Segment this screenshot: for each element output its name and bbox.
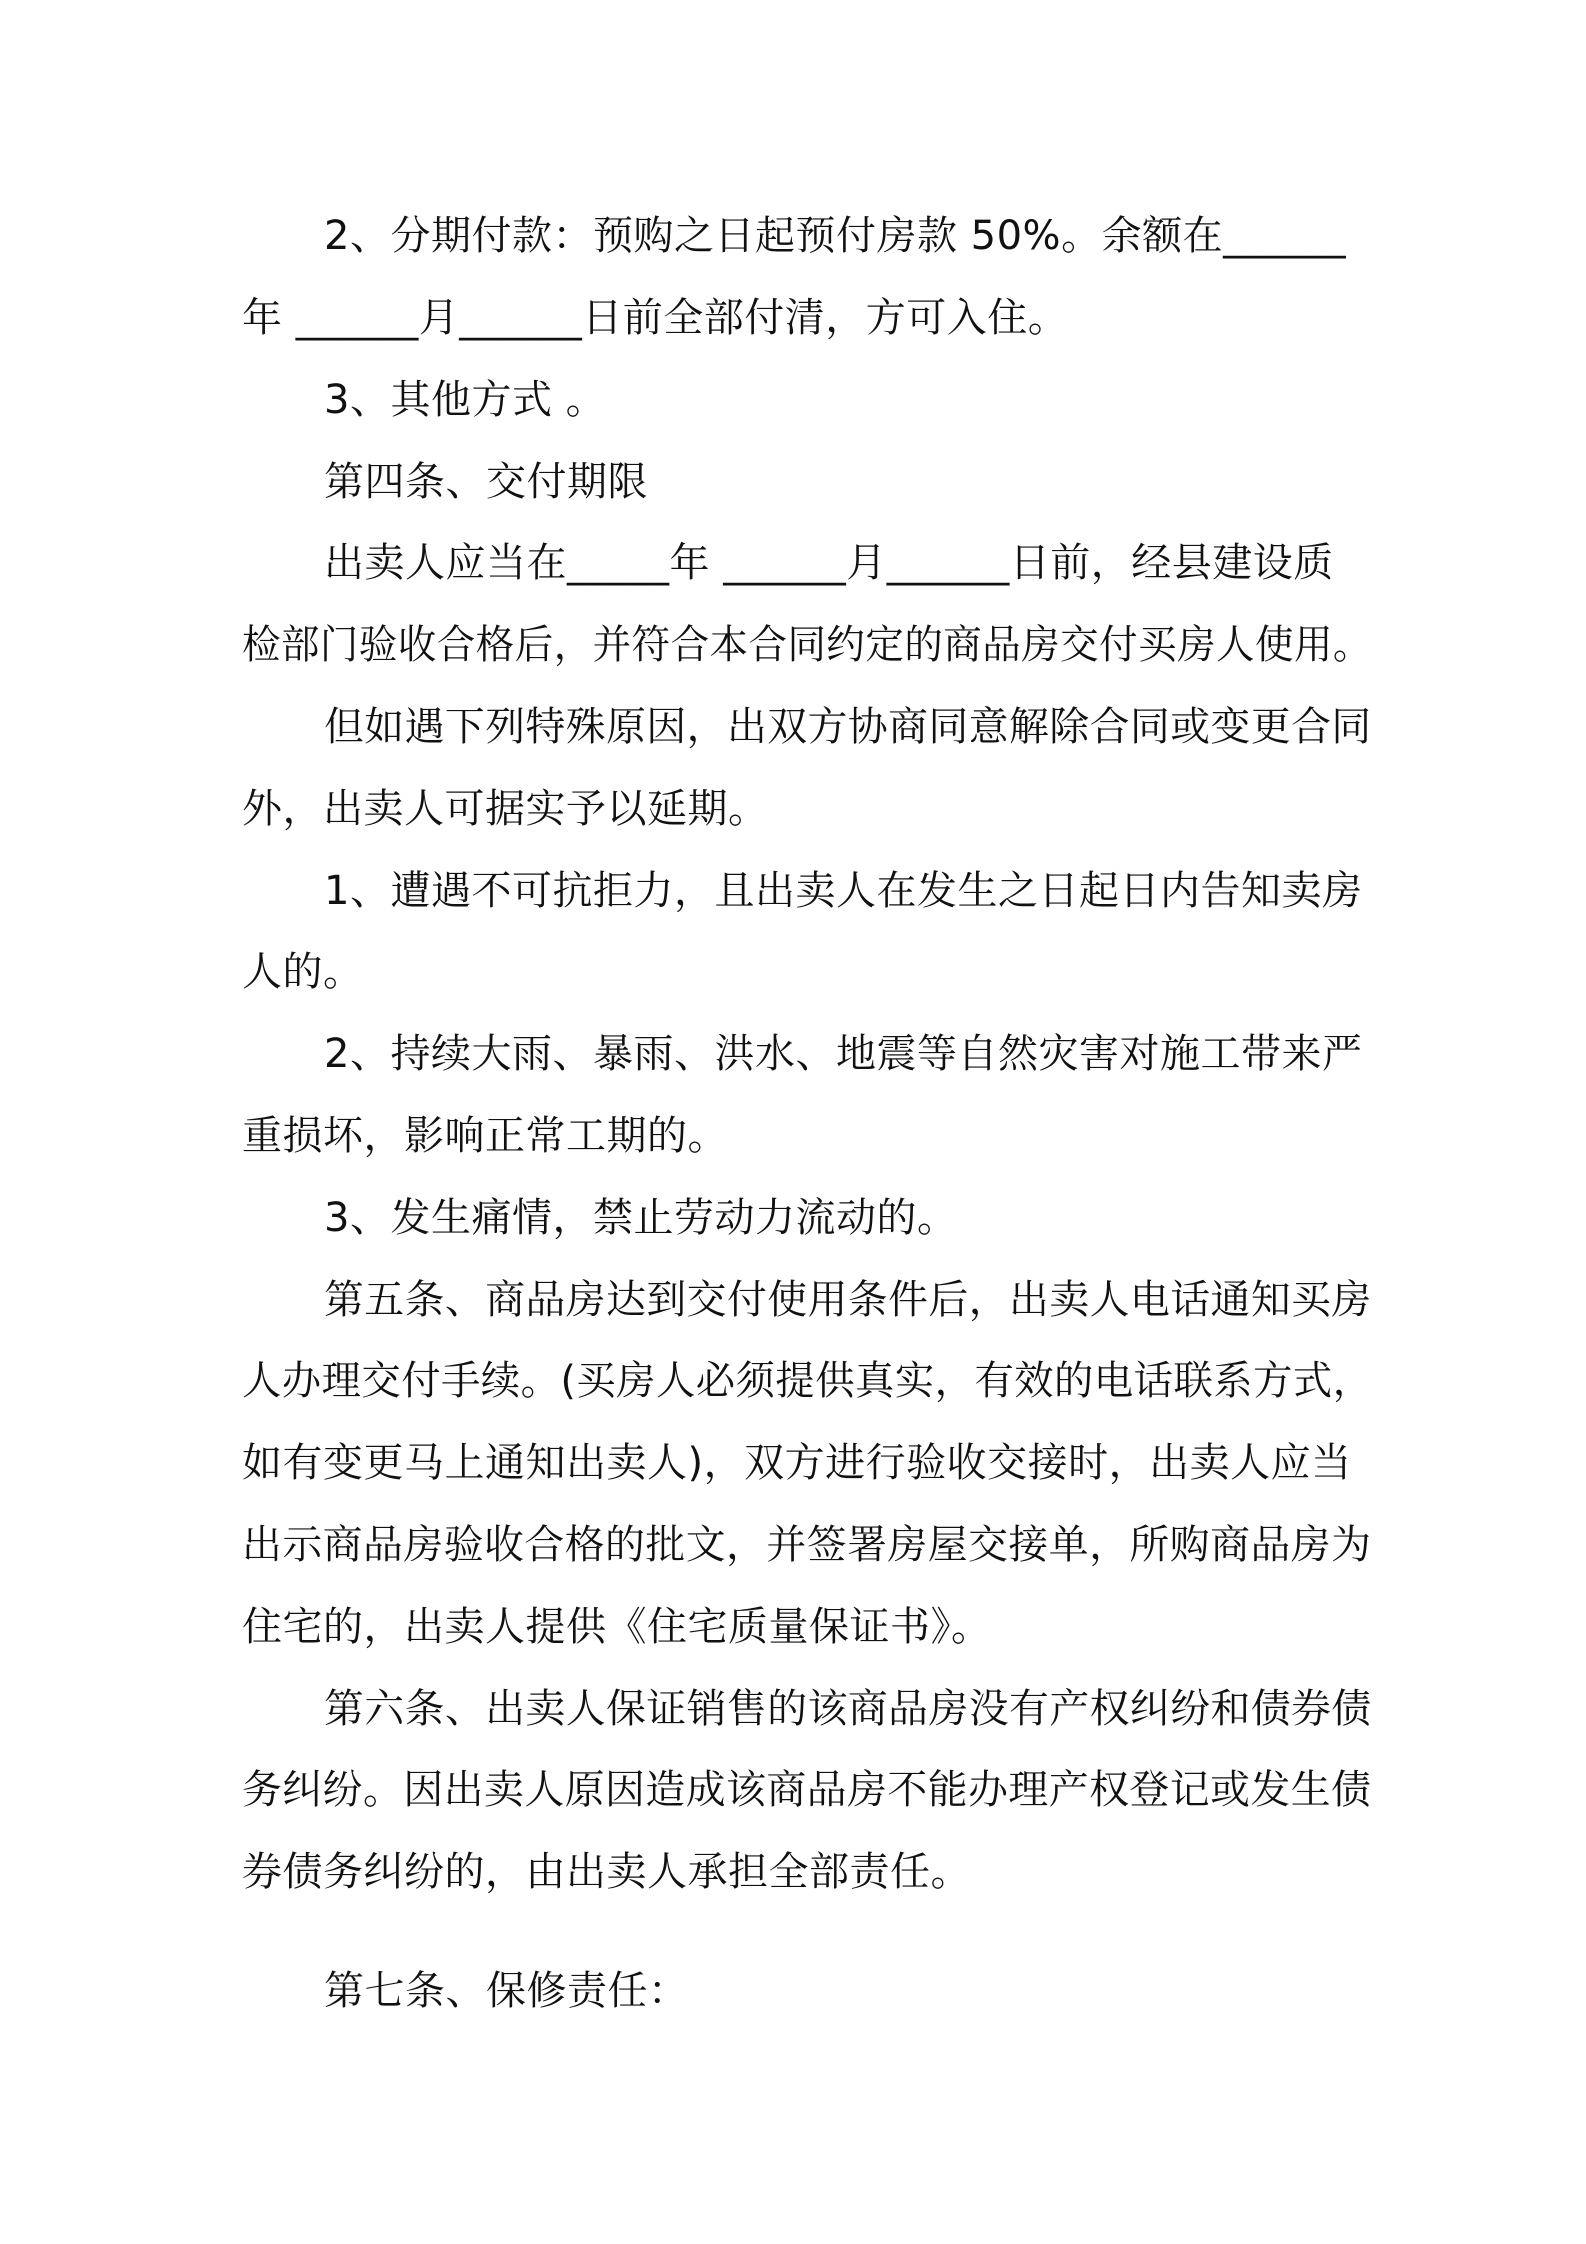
text-line: 3、发生痛情，禁止劳动力流动的。 [324,1195,958,1241]
text-line: 但如遇下列特殊原因，出双方协商同意解除合同或变更合同 [324,704,1372,750]
section-heading: 第六条、出卖人保证销售的该商品房没有产权纠纷和债券债 [324,1686,1372,1732]
text-line: 务纠纷。因出卖人原因造成该商品房不能办理产权登记或发生债 [242,1767,1372,1813]
text-line: 年 ______月______日前全部付清，方可入住。 [242,295,1069,341]
text-line: 住宅的，出卖人提供《住宅质量保证书》。 [242,1604,992,1650]
text-line: 出示商品房验收合格的批文，并签署房屋交接单，所购商品房为 [242,1522,1372,1568]
text-line: 人的。 [242,949,364,995]
section-heading: 第四条、交付期限 [324,459,648,505]
text-line: 如有变更马上通知出卖人)，双方进行验收交接时，出卖人应当 [242,1440,1352,1486]
text-line: 人办理交付手续。(买房人必须提供真实，有效的电话联系方式， [242,1358,1373,1404]
section-heading: 第七条、保修责任： [324,1968,689,2014]
text-line: 券债务纠纷的，由出卖人承担全部责任。 [242,1849,971,1895]
text-line: 2、持续大雨、暴雨、洪水、地震等自然灾害对施工带来严 [324,1031,1363,1077]
text-line: 出卖人应当在_____年 ______月______日前，经县建设质 [324,540,1334,586]
text-line: 外，出卖人可据实予以延期。 [242,786,769,832]
text-line: 2、分期付款：预购之日起预付房款 50%。余额在______ [324,213,1347,259]
text-line: 重损坏，影响正常工期的。 [242,1113,728,1159]
text-line: 1、遭遇不可抗拒力，且出卖人在发生之日起日内告知卖房 [324,868,1363,914]
text-line: 检部门验收合格后，并符合本合同约定的商品房交付买房人使用。 [242,622,1372,668]
section-heading: 第五条、商品房达到交付使用条件后，出卖人电话通知买房 [324,1277,1372,1323]
text-line: 3、其他方式 。 [324,377,607,423]
